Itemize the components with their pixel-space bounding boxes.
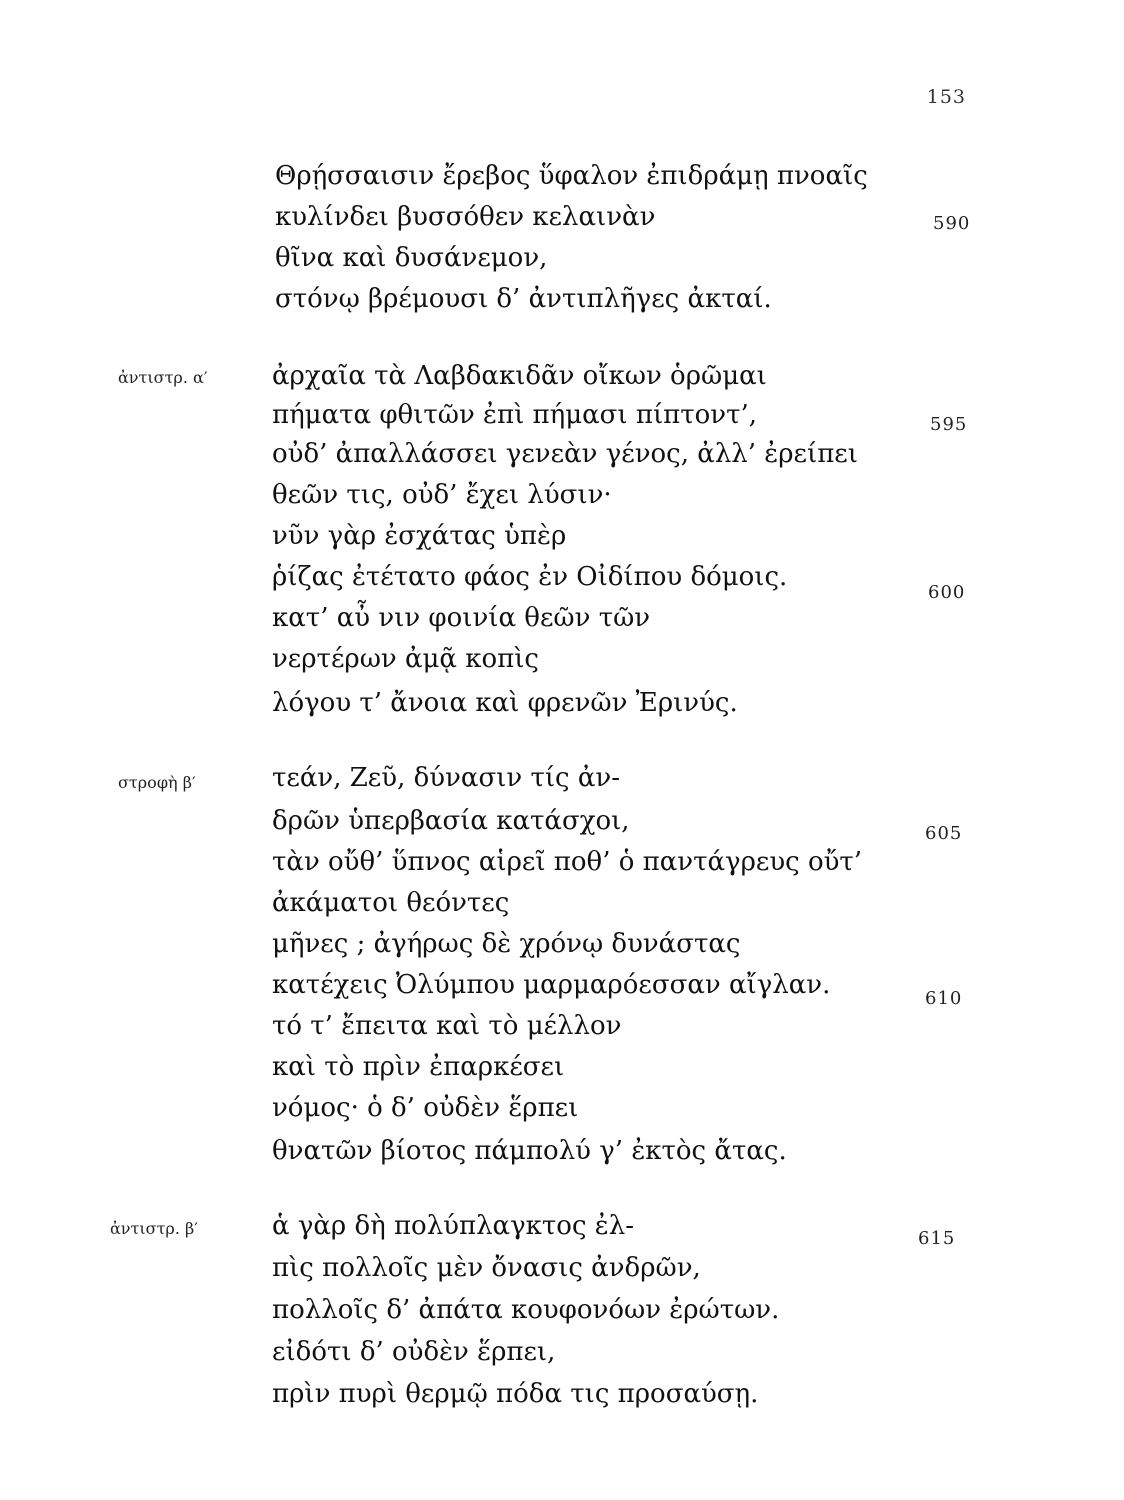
verse-line: νῦν γὰρ ἐσχάτας ὑπὲρ — [272, 521, 567, 551]
verse-line: καὶ τὸ πρὶν ἐπαρκέσει — [272, 1052, 565, 1082]
verse-line: νερτέρων ἀμᾷ κοπὶς — [272, 644, 539, 674]
verse-line: τό τ’ ἔπειτα καὶ τὸ μέλλον — [272, 1011, 622, 1041]
stanza-label: ἀντιστρ. β′ — [110, 1219, 198, 1238]
verse-line: τεάν, Ζεῦ, δύνασιν τίς ἀν- — [272, 763, 621, 793]
page-number: 153 — [926, 86, 966, 108]
verse-line: ῥίζας ἐτέτατο φάος ἐν Οἰδίπου δόμοις. — [272, 562, 788, 592]
verse-line: δρῶν ὑπερβασία κατάσχοι, — [272, 806, 630, 836]
verse-line: θνατῶν βίοτος πάμπολύ γ’ ἐκτὸς ἄτας. — [272, 1136, 787, 1166]
line-number: 600 — [928, 582, 966, 603]
line-number: 615 — [918, 1228, 956, 1249]
verse-line: εἰδότι δ’ οὐδὲν ἕρπει, — [272, 1337, 556, 1367]
verse-line: κυλίνδει βυσσόθεν κελαινὰν — [275, 202, 656, 232]
verse-line: ἁ γὰρ δὴ πολύπλαγκτος ἐλ- — [272, 1211, 634, 1241]
verse-line: πήματα φθιτῶν ἐπὶ πήμασι πίπτοντ’, — [272, 400, 757, 430]
verse-line: οὐδ’ ἀπαλλάσσει γενεὰν γένος, ἀλλ’ ἐρείπει — [272, 439, 858, 469]
line-number: 610 — [925, 988, 963, 1009]
verse-line: πρὶν πυρὶ θερμῷ πόδα τις προσαύσῃ. — [272, 1379, 759, 1409]
verse-line: κατ’ αὖ νιν φοινία θεῶν τῶν — [272, 603, 651, 633]
verse-line: στόνῳ βρέμουσι δ’ ἀντιπλῆγες ἀκταί. — [275, 284, 772, 314]
verse-line: πὶς πολλοῖς μὲν ὄνασις ἀνδρῶν, — [272, 1253, 701, 1283]
stanza-label: στροφὴ β′ — [118, 773, 196, 792]
verse-line: μῆνες ; ἀγήρως δὲ χρόνῳ δυνάστας — [272, 929, 741, 959]
verse-line: ἀρχαῖα τὰ Λαβδακιδᾶν οἴκων ὁρῶμαι — [272, 361, 767, 391]
verse-line: κατέχεις Ὀλύμπου μαρμαρόεσσαν αἴγλαν. — [272, 970, 831, 1000]
verse-line: Θρῄσσαισιν ἔρεβος ὕφαλον ἐπιδράμῃ πνοαῖς — [275, 161, 868, 191]
line-number: 595 — [930, 414, 968, 435]
verse-line: τὰν οὔθ’ ὕπνος αἱρεῖ ποθ’ ὁ παντάγρευς οὔτ’ — [272, 847, 863, 877]
line-number: 605 — [925, 823, 963, 844]
verse-line: πολλοῖς δ’ ἀπάτα κουφονόων ἐρώτων. — [272, 1295, 780, 1325]
verse-line: θῖνα καὶ δυσάνεμον, — [275, 243, 548, 273]
verse-line: λόγου τ’ ἄνοια καὶ φρενῶν Ἐρινύς. — [272, 688, 738, 718]
verse-line: νόμος· ὁ δ’ οὐδὲν ἕρπει — [272, 1093, 579, 1123]
verse-line: θεῶν τις, οὐδ’ ἔχει λύσιν· — [272, 480, 612, 510]
verse-line: ἀκάματοι θεόντες — [272, 888, 510, 918]
stanza-label: ἀντιστρ. α′ — [118, 368, 208, 387]
line-number: 590 — [933, 213, 971, 234]
